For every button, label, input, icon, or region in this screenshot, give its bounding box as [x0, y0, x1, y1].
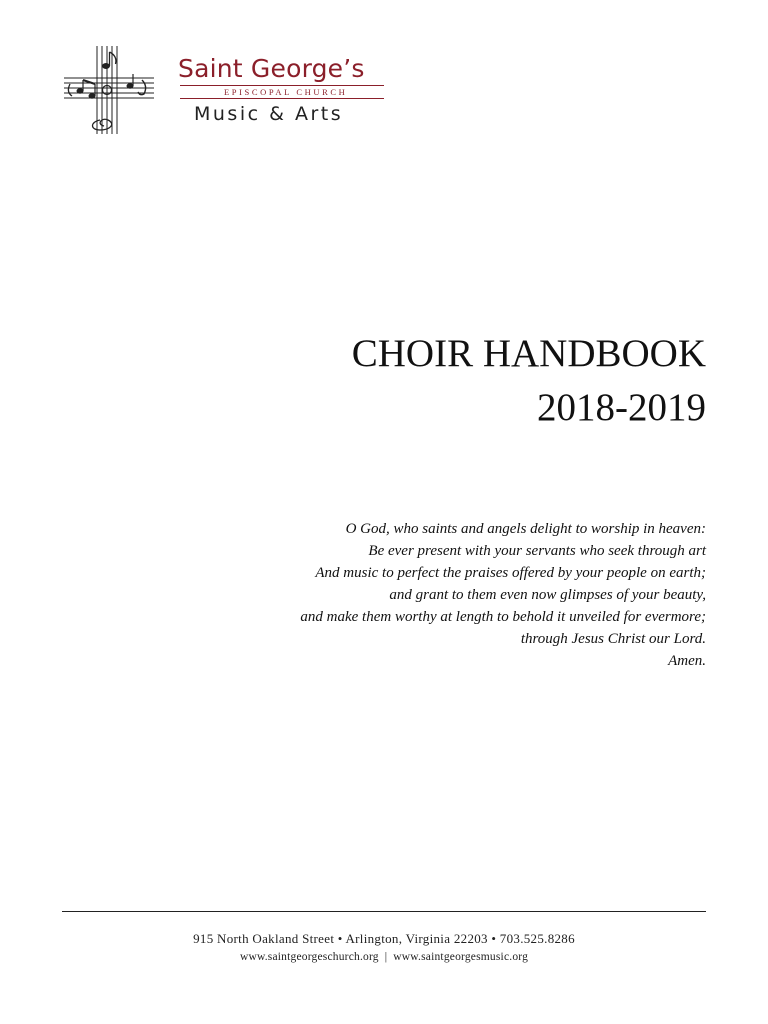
prayer-line: And music to perfect the praises offered by your people on earth;	[315, 565, 706, 581]
prayer-line: Amen.	[668, 653, 706, 669]
prayer-block	[186, 518, 706, 672]
brand-subtitle: EPISCOPAL CHURCH	[224, 87, 348, 97]
brand-tagline: Music & Arts	[194, 103, 344, 125]
music-website-link[interactable]: www.saintgeorgesmusic.org	[393, 951, 529, 963]
prayer-line: through Jesus Christ our Lord.	[520, 631, 706, 647]
church-website-link[interactable]: www.saintgeorgeschurch.org	[239, 951, 379, 963]
footer-links	[62, 948, 706, 966]
footer-separator: |	[384, 951, 388, 963]
footer-divider	[62, 911, 706, 912]
music-staff-cross-icon	[62, 44, 160, 136]
prayer-line: and grant to them even now glimpses of your beauty,	[389, 587, 706, 603]
prayer-line: Be ever present with your servants who seek through art	[368, 543, 706, 559]
brand-divider	[180, 85, 384, 86]
footer-address: 915 North Oakland Street • Arlington, Virginia 22203 • 703.525.8286	[193, 931, 575, 946]
document-title: CHOIR HANDBOOK	[351, 332, 706, 375]
brand-name: Saint George’s	[178, 54, 365, 83]
footer	[62, 930, 706, 966]
brand-block	[178, 54, 388, 125]
document-years: 2018-2019	[537, 386, 706, 429]
prayer-line: and make them worthy at length to behold it unveiled for evermore;	[300, 609, 706, 625]
brand-divider-lower	[180, 98, 384, 99]
prayer-line: O God, who saints and angels delight to worship in heaven:	[345, 521, 706, 537]
